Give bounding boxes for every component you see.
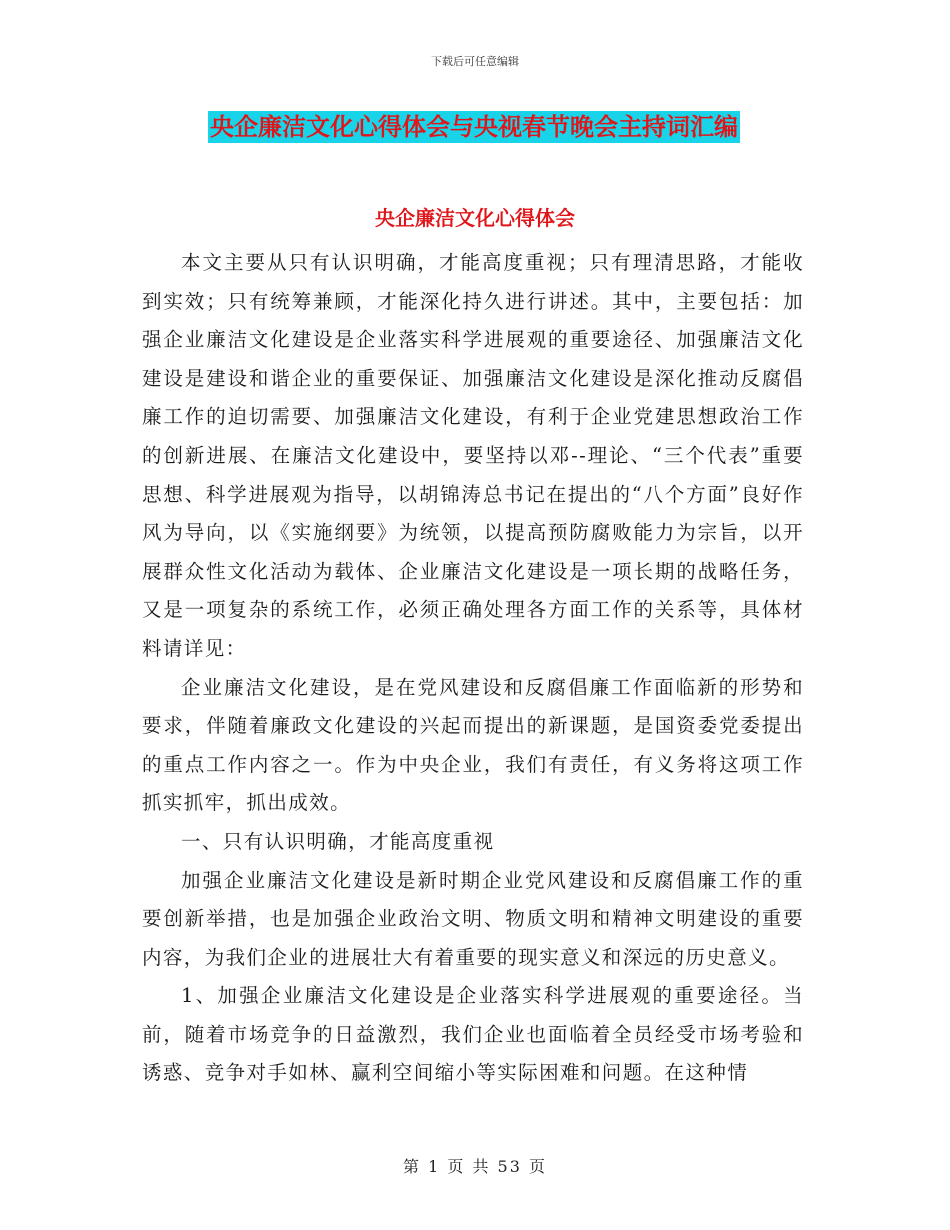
header-note: 下载后可任意编辑	[431, 55, 519, 68]
paragraph: 本文主要从只有认识明确，才能高度重视；只有理清思路，才能收到实效；只有统筹兼顾，才能深化持久进行讲述。其中，主要包括：加强企业廉洁文化建设是企业落实科学进展观的重要途径、加强廉洁文化建设是建设和谐企业的重要保证、加强廉洁文化建设是深化推动反腐倡廉工作的迫切需要、加强廉洁文化建设，有利于企业党建思想政治工作的创新进展、在廉洁文化建设中，要坚持以邓--理论、“三个代表”重要思想、科学进展观为指导，以胡锦涛总书记在提出的“八个方面”良好作风为导向，以《实施纲要》为统领，以提高预防腐败能力为宗旨，以开展群众性文化活动为载体、企业廉洁文化建设是一项长期的战略任务，又是一项复杂的系统工作，必须正确处理各方面工作的关系等，具体材料请详见：	[142, 251, 804, 660]
paragraph: 企业廉洁文化建设，是在党风建设和反腐倡廉工作面临新的形势和要求，伴随着廉政文化建设的兴起而提出的新课题，是国资委党委提出的重点工作内容之一。作为中央企业，我们有责任，有义务将这项工作抓实抓牢，抓出成效。	[142, 675, 804, 815]
section-title: 央企廉洁文化心得体会	[375, 206, 575, 230]
page-number: 第 1 页 共 53 页	[403, 1157, 547, 1176]
document-title: 央企廉洁文化心得体会与央视春节晚会主持词汇编	[210, 113, 738, 141]
paragraph: 1、加强企业廉洁文化建设是企业落实科学进展观的重要途径。当前，随着市场竞争的日益激烈，我们企业也面临着全员经受市场考验和诱惑、竞争对手如林、赢利空间缩小等实际困难和问题。在这种情	[142, 984, 804, 1085]
section-heading: 一、只有认识明确，才能高度重视	[181, 829, 495, 853]
paragraph: 加强企业廉洁文化建设是新时期企业党风建设和反腐倡廉工作的重要创新举措，也是加强企业政治文明、物质文明和精神文明建设的重要内容，为我们企业的进展壮大有着重要的现实意义和深远的历史意义。	[142, 868, 804, 969]
document-body	[142, 244, 804, 1093]
